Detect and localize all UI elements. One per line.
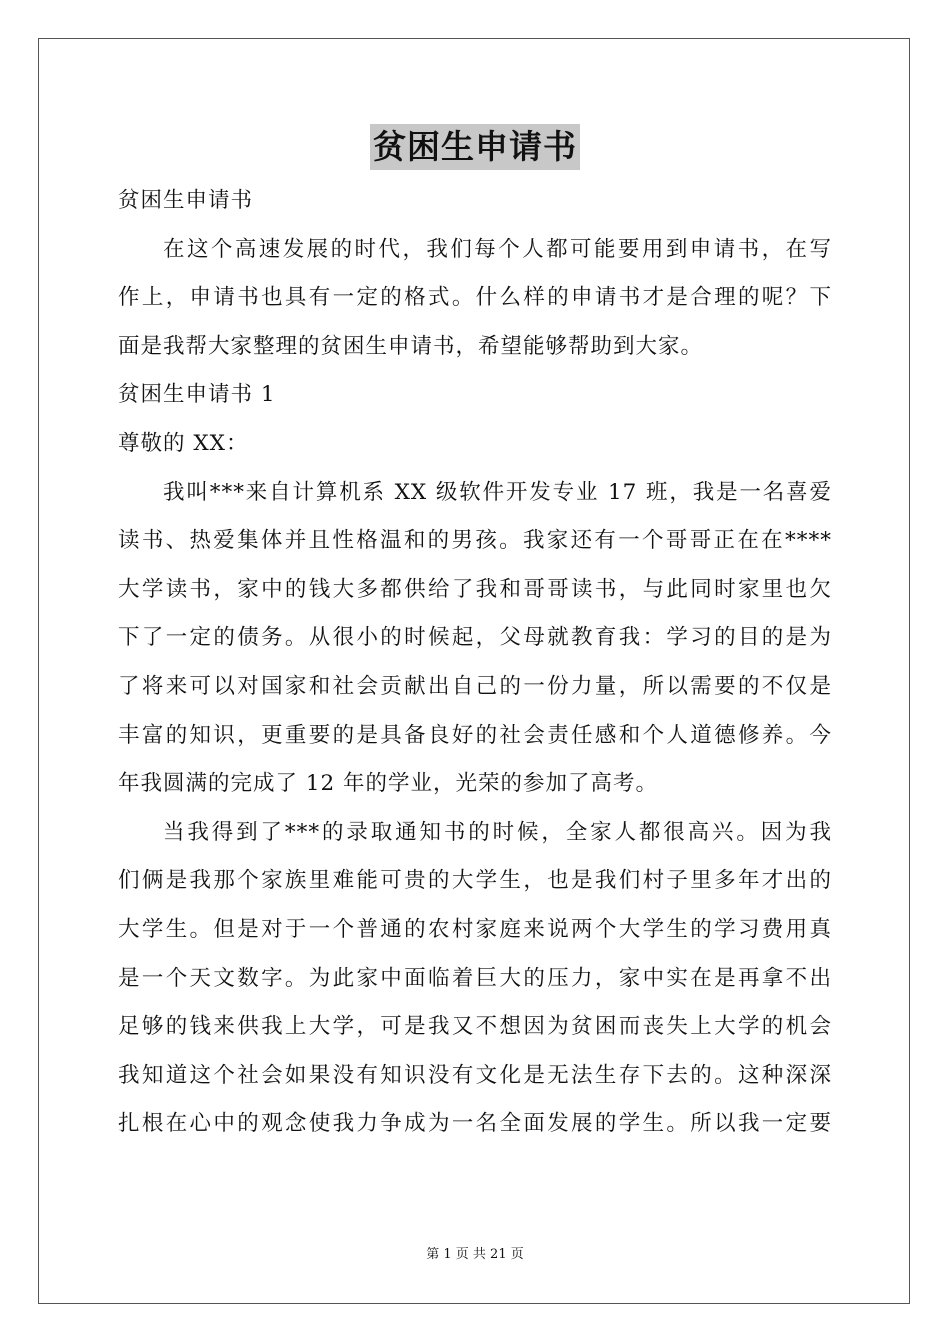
text-line: 扎根在心中的观念使我力争成为一名全面发展的学生。所以我一定要: [118, 1111, 832, 1137]
text-line: 大学生。但是对于一个普通的农村家庭来说两个大学生的学习费用真: [118, 916, 832, 942]
text-line: 在这个高速发展的时代，我们每个人都可能要用到申请书，在写: [163, 236, 832, 262]
text-line: 我知道这个社会如果没有知识没有文化是无法生存下去的。这种深深: [118, 1062, 832, 1088]
text-line: 们俩是我那个家族里难能可贵的大学生，也是我们村子里多年才出的: [118, 868, 832, 894]
text-line: 大学读书，家中的钱大多都供给了我和哥哥读书，与此同时家里也欠: [118, 576, 832, 602]
text-line: 当我得到了***的录取通知书的时候，全家人都很高兴。因为我: [163, 819, 832, 845]
document-title: 贫困生申请书: [370, 124, 580, 170]
text-line: 下了一定的债务。从很小的时候起，父母就教育我：学习的目的是为: [118, 625, 832, 651]
text-line: 面是我帮大家整理的贫困生申请书，希望能够帮助到大家。: [118, 333, 704, 359]
text-line: 是一个天文数字。为此家中面临着巨大的压力，家中实在是再拿不出: [118, 965, 832, 991]
text-line: 贫困生申请书: [118, 188, 254, 213]
text-line: 贫困生申请书 1: [118, 382, 276, 408]
text-line: 丰富的知识，更重要的是具备良好的社会责任感和个人道德修养。今: [118, 722, 832, 748]
text-line: 足够的钱来供我上大学，可是我又不想因为贫困而丧失上大学的机会: [118, 1014, 832, 1040]
text-line: 了将来可以对国家和社会贡献出自己的一份力量，所以需要的不仅是: [118, 673, 832, 699]
document-body: [118, 177, 832, 1149]
text-line: 尊敬的 XX：: [118, 430, 249, 456]
text-line: 年我圆满的完成了 12 年的学业，光荣的参加了高考。: [118, 771, 659, 797]
text-line: 作上，申请书也具有一定的格式。什么样的申请书才是合理的呢？下: [118, 285, 832, 311]
text-line: 我叫***来自计算机系 XX 级软件开发专业 17 班，我是一名喜爱: [163, 479, 832, 505]
text-line: 读书、热爱集体并且性格温和的男孩。我家还有一个哥哥正在在****: [118, 528, 832, 554]
page-footer: 第 1 页 共 21 页: [426, 1247, 524, 1262]
title-container: [0, 124, 950, 170]
